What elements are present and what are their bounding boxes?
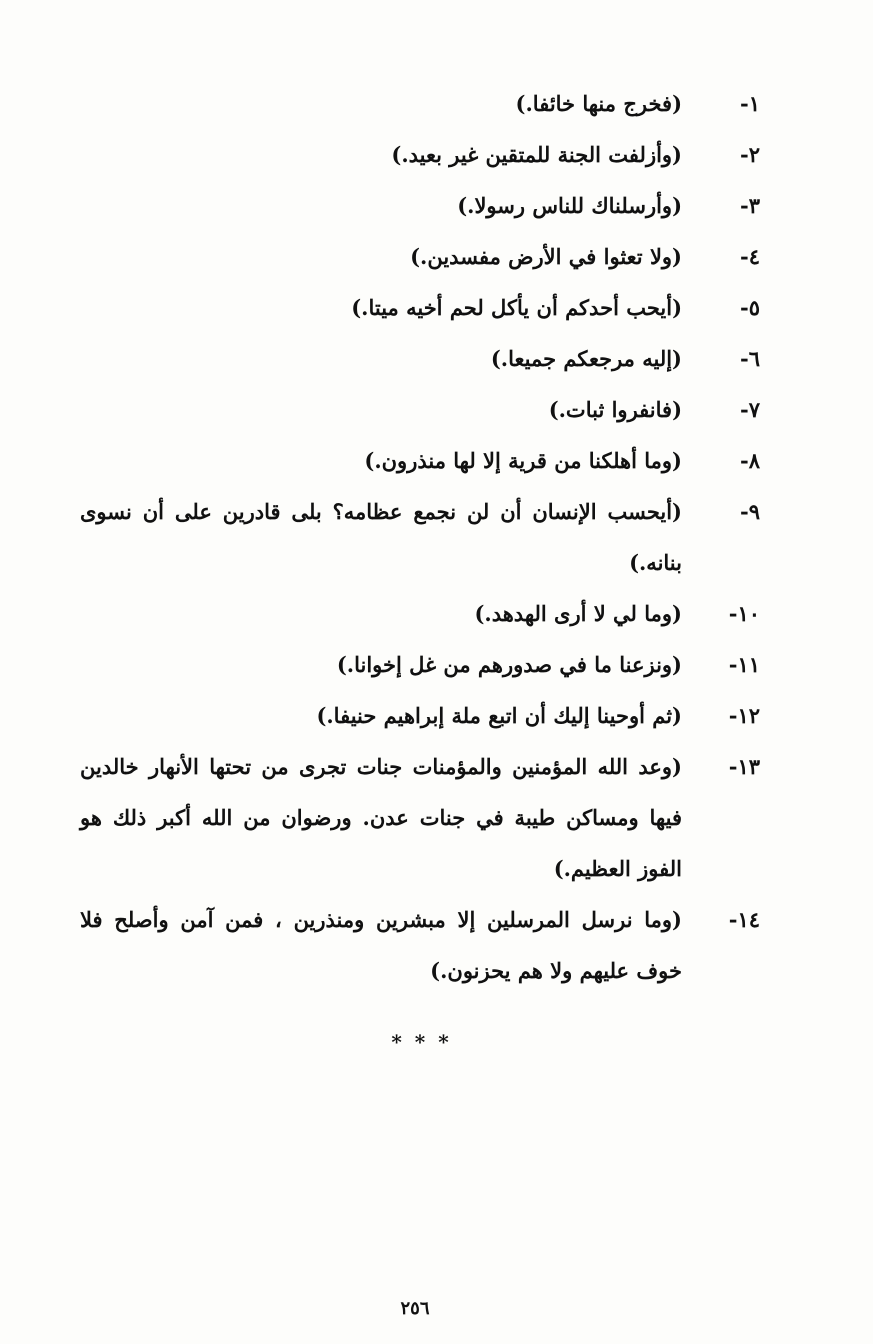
item-number: ١٤- [728, 907, 760, 932]
section-separator: * * * [391, 1030, 452, 1054]
item-text: (فانفروا ثبات.) [548, 397, 682, 422]
item-text: (وعد الله المؤمنين والمؤمنات جنات تجرى من تحتها الأنهار خالدين فيها ومساكن طيبة في جنات عدن. ورضوان من الله أكبر ذلك هو الفوز العظيم.) [80, 754, 682, 881]
item-text: (وما لي لا أرى الهدهد.) [474, 601, 682, 626]
item-number: ٤- [740, 244, 760, 269]
list-item [80, 435, 760, 486]
item-text: (وأرسلناك للناس رسولا.) [457, 193, 682, 218]
item-number: ٧- [740, 397, 760, 422]
item-number: ٦- [740, 346, 760, 371]
list-item [80, 231, 760, 282]
list-item [80, 486, 760, 588]
item-number: ٢- [740, 142, 760, 167]
item-text: (وما أهلكنا من قرية إلا لها منذرون.) [364, 448, 682, 473]
item-text: (إليه مرجعكم جميعا.) [490, 346, 682, 371]
list-item [80, 282, 760, 333]
list-item [80, 741, 760, 894]
item-text: (وما نرسل المرسلين إلا مبشرين ومنذرين ، فمن آمن وأصلح فلا خوف عليهم ولا هم يحزنون.) [80, 907, 682, 983]
exercise-list [80, 78, 760, 996]
item-number: ٥- [740, 295, 760, 320]
item-number: ١١- [728, 652, 760, 677]
item-number: ٩- [740, 499, 760, 524]
page-number: ٢٥٦ [400, 1298, 430, 1319]
list-item [80, 129, 760, 180]
list-item [80, 894, 760, 996]
item-number: ١٣- [728, 754, 760, 779]
item-number: ١٢- [728, 703, 760, 728]
item-text: (فخرج منها خائفا.) [515, 91, 682, 116]
item-text: (ولا تعثوا في الأرض مفسدين.) [410, 244, 682, 269]
list-item [80, 588, 760, 639]
item-text: (ثم أوحينا إليك أن اتبع ملة إبراهيم حنيفا.) [316, 703, 682, 728]
item-text: (وأزلفت الجنة للمتقين غير بعيد.) [391, 142, 682, 167]
list-item [80, 639, 760, 690]
list-item [80, 384, 760, 435]
list-item [80, 78, 760, 129]
list-item [80, 690, 760, 741]
item-text: (أيحسب الإنسان أن لن نجمع عظامه؟ بلى قادرين على أن نسوى بنانه.) [80, 499, 682, 575]
item-number: ٣- [740, 193, 760, 218]
item-text: (أيحب أحدكم أن يأكل لحم أخيه ميتا.) [351, 295, 682, 320]
item-number: ١- [740, 91, 760, 116]
item-text: (ونزعنا ما في صدورهم من غل إخوانا.) [336, 652, 682, 677]
item-number: ١٠- [728, 601, 760, 626]
item-number: ٨- [740, 448, 760, 473]
list-item [80, 180, 760, 231]
list-item [80, 333, 760, 384]
